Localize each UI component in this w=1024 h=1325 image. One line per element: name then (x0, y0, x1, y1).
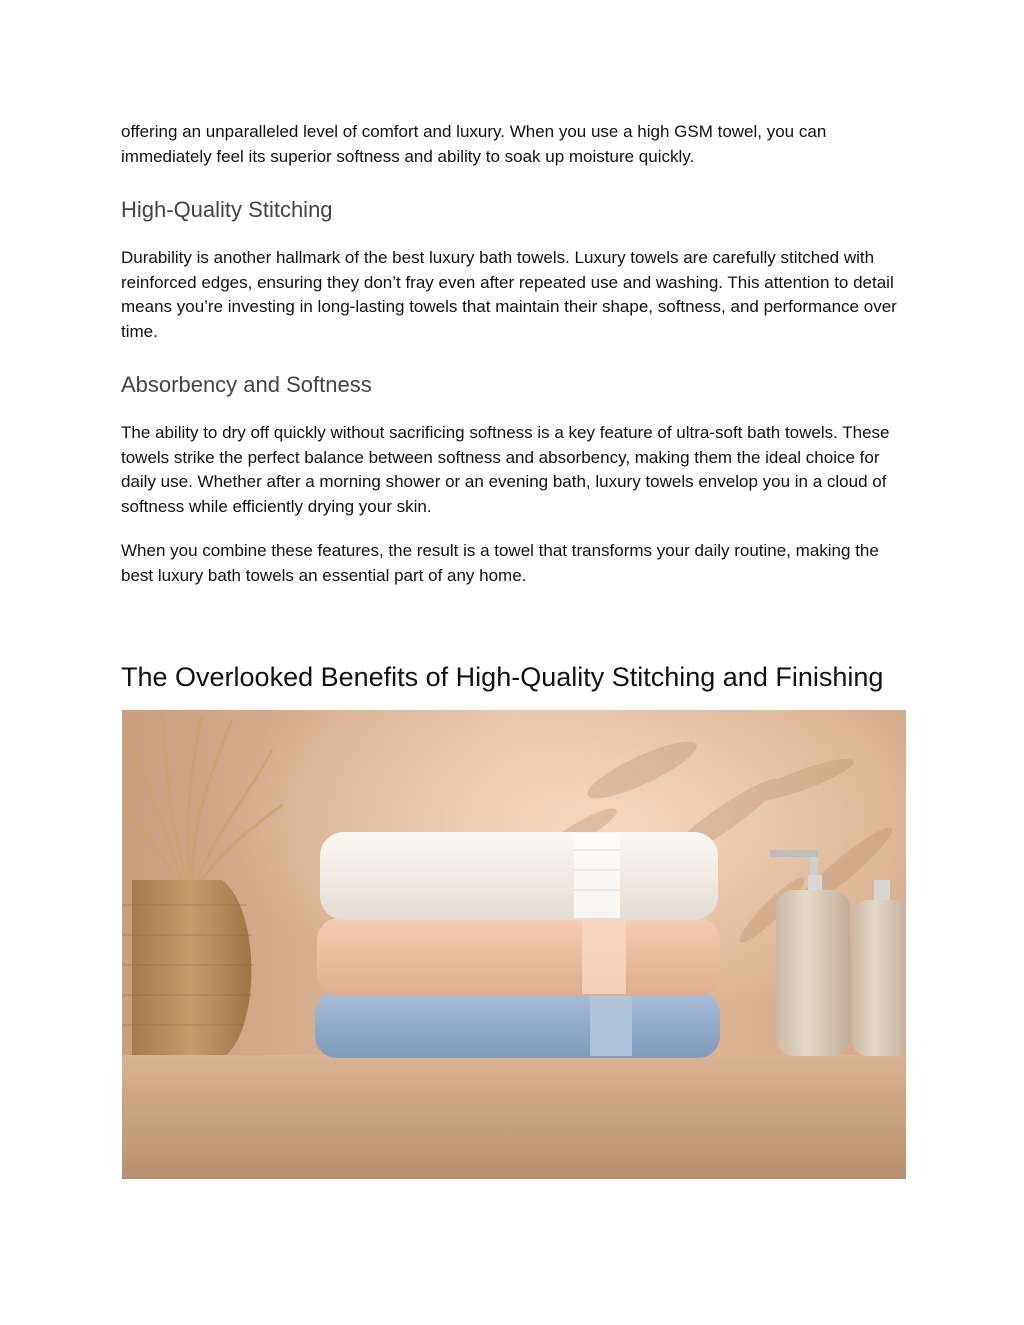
towel-peach (317, 918, 720, 996)
absorbency-paragraph-2: When you combine these features, the result is a towel that transforms your daily routine, making the best luxury bath towels an essential part of any home. (121, 541, 879, 585)
towel-stack (315, 832, 720, 1058)
heading-absorbency-softness: Absorbency and Softness (121, 372, 372, 397)
towel-blue (315, 992, 720, 1058)
shelf-front (122, 1110, 906, 1179)
heading-high-quality-stitching: High-Quality Stitching (121, 197, 333, 222)
main-heading: The Overlooked Benefits of High-Quality Stitching and Finishing (121, 662, 884, 692)
shelf-top (122, 1055, 906, 1115)
stitching-paragraph: Durability is another hallmark of the best luxury bath towels. Luxury towels are carefully stitched with reinforced edges, ensuring they don’t fray even after repeated use and washing. This attention to detail means you’re investing in long-lasting towels that maintain their shape, softness, and performance over time. (121, 248, 897, 341)
towel-white (320, 832, 718, 920)
soap-dispenser-right (852, 880, 906, 1056)
absorbency-paragraph-1: The ability to dry off quickly without sacrificing softness is a key feature of ultra-soft bath towels. These towels strike the perfect balance between softness and absorbency, making them the ideal choice for daily use. Whether after a morning shower or an evening bath, luxury towels envelop you in a cloud of softness while efficiently drying your skin. (121, 423, 890, 516)
intro-paragraph: offering an unparalleled level of comfort and luxury. When you use a high GSM towel, you can immediately feel its superior softness and ability to soak up moisture quickly. (121, 122, 827, 166)
stacked-towels-photo (122, 710, 906, 1179)
woven-basket (132, 880, 251, 1062)
